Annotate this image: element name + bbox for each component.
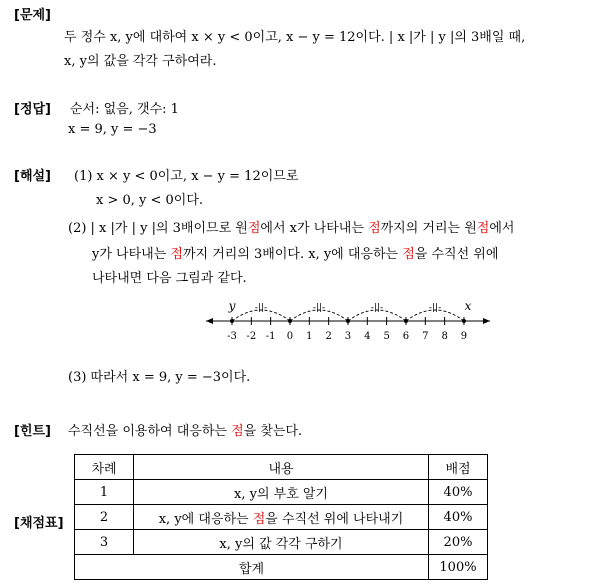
tick-label: 1 [306, 331, 313, 342]
table-total-row [75, 555, 488, 580]
problem-label: [문제] [14, 8, 51, 23]
row-content: x, y의 값 각각 구하기 [134, 530, 429, 555]
point-word: 점 [247, 221, 261, 236]
point-word: 점 [231, 424, 244, 439]
equal-mark-1: -||- [254, 303, 268, 313]
tick-label: 9 [460, 331, 468, 342]
row-content [134, 505, 429, 530]
hint-text [68, 420, 302, 439]
table-row [75, 480, 488, 505]
tick-label: -1 [265, 331, 276, 342]
table-row [75, 530, 488, 555]
total-label: 합계 [75, 555, 429, 580]
number-line [200, 297, 500, 345]
solution-step-2b [92, 243, 498, 262]
solution-step-3: (3) 따라서 x = 9, y = −3이다. [68, 370, 251, 385]
tick-label: 5 [383, 331, 390, 342]
equal-mark-4: -||- [428, 303, 442, 313]
s2b-part-1: y가 나타내는 [92, 247, 171, 262]
row-no: 2 [75, 505, 134, 530]
scoring-table [74, 454, 488, 580]
hint-part-2: 을 찾는다. [243, 424, 303, 439]
hint-part-1: 수직선을 이용하여 대응하는 [68, 424, 232, 439]
tick-label: 6 [402, 331, 410, 342]
table-row [75, 505, 488, 530]
tick-label: 3 [344, 331, 352, 342]
point-word: 점 [476, 221, 490, 236]
table-header-row [75, 455, 488, 480]
tick-label: -2 [246, 331, 257, 342]
row-score: 40% [429, 480, 488, 505]
scoring-label: [채점표] [14, 516, 64, 531]
header-score: 배점 [429, 455, 488, 480]
solution-step-2c: 나타내면 다음 그림과 같다. [92, 271, 247, 286]
tick-label: 4 [364, 331, 371, 342]
tick-label: 2 [325, 331, 332, 342]
tick-label: 8 [441, 331, 448, 342]
row-content: x, y의 부호 알기 [134, 480, 429, 505]
point-word: 점 [252, 511, 266, 527]
x-point-label: x [464, 299, 472, 313]
header-content: 내용 [134, 455, 429, 480]
row-no: 1 [75, 480, 134, 505]
header-order: 차례 [75, 455, 134, 480]
answer-line-1: 순서: 없음, 갯수: 1 [70, 102, 179, 117]
tick-label: 7 [422, 331, 429, 342]
point-word: 점 [402, 247, 415, 262]
solution-step-2a [68, 217, 514, 236]
row-score: 20% [429, 530, 488, 555]
solution-step-1a: (1) x × y < 0이고, x − y = 12이므로 [74, 169, 299, 184]
s2a-part-2: 에서 x가 나타내는 [260, 221, 369, 236]
y-point-label: y [228, 299, 236, 313]
row-content-part-1: x, y에 대응하는 [158, 511, 253, 527]
s2b-part-3: 을 수직선 위에 [414, 247, 499, 262]
equal-mark-2: -||- [312, 303, 326, 313]
problem-line-1: 두 정수 x, y에 대하여 x × y < 0이고, x − y = 12이다. | x |가 | y |의 3배일 때, [64, 30, 526, 45]
point-word: 점 [368, 221, 381, 236]
s2a-part-3: 까지의 거리는 원 [380, 221, 477, 236]
s2a-part-4: 에서 [489, 221, 515, 236]
total-score: 100% [429, 555, 488, 580]
solution-label: [해설] [14, 169, 51, 184]
solution-step-1b: x > 0, y < 0이다. [96, 193, 204, 208]
row-score: 40% [429, 505, 488, 530]
s2a-part-1: (2) | x |가 | y |의 3배이므로 원 [68, 221, 248, 236]
row-no: 3 [75, 530, 134, 555]
equal-mark-3: -||- [370, 303, 384, 313]
hint-label: [힌트] [14, 424, 51, 439]
answer-label: [정답] [14, 102, 51, 117]
answer-line-2: x = 9, y = −3 [68, 122, 157, 137]
s2b-part-2: 까지 거리의 3배이다. x, y에 대응하는 [182, 247, 403, 262]
tick-label: -3 [227, 331, 237, 342]
point-word: 점 [170, 247, 183, 262]
tick-label: 0 [286, 331, 294, 342]
problem-line-2: x, y의 값을 각각 구하여라. [64, 54, 217, 69]
row-content-part-2: 을 수직선 위에 나타내기 [265, 511, 404, 527]
